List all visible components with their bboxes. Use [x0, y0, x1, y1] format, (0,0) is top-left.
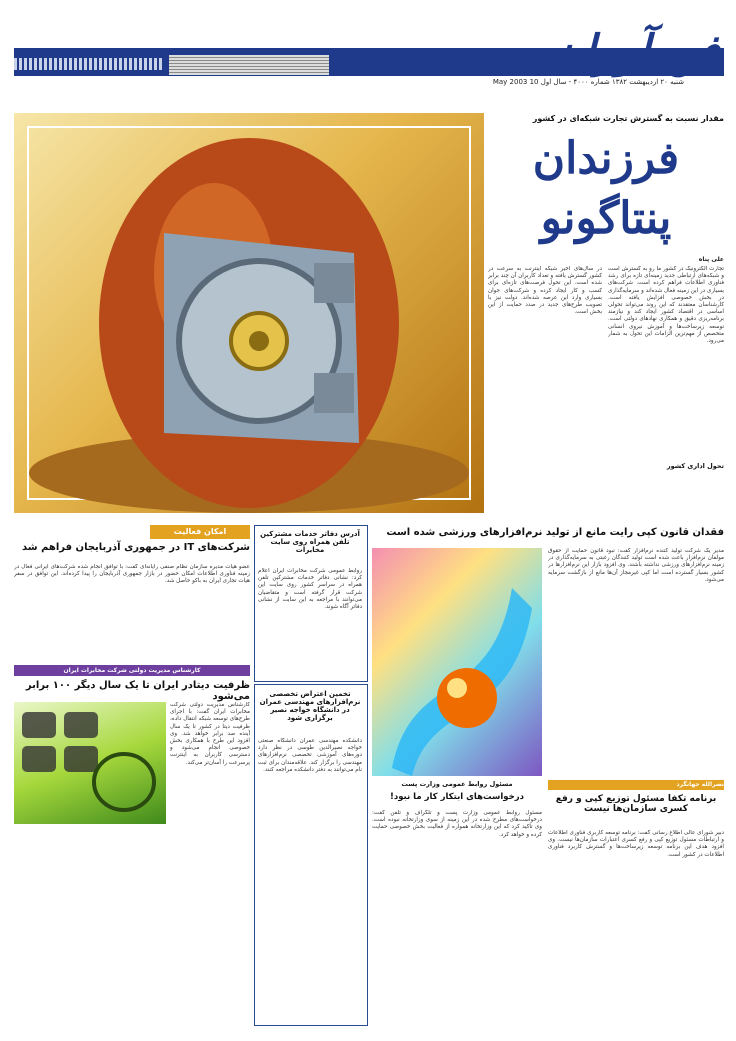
- pr-headline: درخواست‌های ابتکار کار ما نبود!: [389, 792, 524, 802]
- lead-photo: [14, 113, 484, 513]
- sports-photo: [372, 548, 542, 776]
- lead-body: تجارت الکترونیک در کشور ما رو به گسترش است و شبکه‌های ارتباطی جدید زمینه‌ای تازه برای رشد فناوری اطلاعات فراهم کرده است. شرکت‌های بسیاری در این زمینه فعال شده‌اند و سرمایه‌گذاری در بخش خصوصی افزایش یافته است. کارشناسان معتقدند که این روند می‌تواند تحولی اساسی در اقتصاد کشور ایجاد کند و نیازمند برنامه‌ریزی دقیق و همکاری نهادهای دولتی است. توسعه زیرساخت‌ها و آموزش نیروی انسانی متخصص از مهم‌ترین الزامات این تحول به شمار می‌رود.: [608, 266, 724, 345]
- lead-title-line1: فرزندان: [532, 133, 680, 184]
- activity-body: عضو هیات مدیره سازمان نظام صنفی رایانه‌ای گفت: با توافق انجام شده شرکت‌های ایرانی فعال در زمینه فناوری اطلاعات امکان حضور در بازار جمهوری آذربایجان را پیدا کرده‌اند. این توافق در سفر هیات تجاری ایران به باکو حاصل شد.: [14, 564, 250, 585]
- side-box-heading: آدرس دفاتر خدمات مشترکین تلفن همراه روی سایت مخابرات: [260, 530, 360, 554]
- pr-body: مسئول روابط عمومی وزارت پست و تلگراف و تلفن گفت: درخواست‌های مطرح شده در این زمینه از سوی وزارتخانه نبوده است. وی تاکید کرد که این وزارتخانه همواره از فعالیت بخش خصوصی حمایت کرده و خواهد کرد.: [372, 810, 542, 838]
- lead-subhead: تحول اداری کشور: [666, 462, 724, 470]
- program-kicker: نصرالله جهانگرد: [548, 780, 724, 790]
- lead-title-line2: پنتاگونو: [540, 193, 672, 244]
- sports-headline: فقدان قانون کپی رایت مانع از تولید نرم‌افزارهای ورزشی شده است: [386, 527, 724, 538]
- phone-photo: [14, 702, 166, 824]
- sports-body: مدیر یک شرکت تولید کننده نرم‌افزار گفت: نبود قانون حمایت از حقوق مولفان نرم‌افزار باعث شده است تولید کنندگان رغبتی به سرمایه‌گذاری در زمینه نرم‌افزارهای ورزشی نداشته باشند. وی افزود بازار این نرم‌افزارها در کشور بسیار گسترده است اما کپی غیرمجاز آن‌ها مانع از بازگشت سرمایه می‌شود.: [548, 548, 724, 583]
- pr-kicker: مسئول روابط عمومی وزارت پست: [401, 780, 513, 788]
- activity-headline: شرکت‌های IT در جمهوری آذربایجان فراهم شد: [21, 542, 250, 553]
- masthead-stripes: [14, 58, 164, 70]
- program-headline: برنامه تکفا مسئول توزیع کپی و رفع کسری سازمان‌ها نیست: [555, 794, 717, 814]
- masthead: [14, 18, 724, 90]
- capacity-banner: کارشناس مدیریت دولتی شرکت مخابرات ایران: [14, 665, 250, 676]
- masthead-logo: فن آوران: [550, 26, 720, 77]
- lead-kicker: مقدار نسبت به گسترش تجارت شبکه‌ای در کشور: [532, 114, 724, 123]
- stats-headline: تخمین اعتراض تخصصی نرم‌افزارهای مهندسی عمران در دانشگاه خواجه نصیر برگزاری شود: [259, 690, 361, 722]
- masthead-pattern: [169, 55, 329, 75]
- side-box-body: روابط عمومی شرکت مخابرات ایران اعلام کرد: نشانی دفاتر خدمات مشترکین تلفن همراه در سراسر کشور روی سایت این شرکت قرار گرفته است و متقاضیان می‌توانند با مراجعه به این سایت از نشانی دفاتر آگاه شوند.: [258, 568, 362, 611]
- stats-body: دانشکده مهندسی عمران دانشگاه صنعتی خواجه نصیرالدین طوسی در نظر دارد دوره‌های آموزشی تخصصی نرم‌افزارهای مهندسی را برگزار کند. علاقه‌مندان برای ثبت نام می‌توانند به دفتر دانشکده مراجعه کنند.: [258, 738, 362, 773]
- capacity-body: کارشناس مدیریت دولتی شرکت مخابرات ایران گفت: با اجرای طرح‌های توسعه شبکه انتقال داده، ظرفیت دیتا در کشور تا یک سال آینده صد برابر خواهد شد. وی افزود این طرح با همکاری بخش خصوصی انجام می‌شود و دسترسی کاربران به اینترنت پرسرعت را آسان‌تر می‌کند.: [170, 702, 250, 766]
- issue-date: شنبه ۲۰ اردیبهشت ۱۳۸۲ شماره ۴۰۰۰ - سال اول 10 May 2003: [492, 78, 684, 86]
- lead-author: علی پناه: [698, 256, 724, 263]
- activity-banner: امکان فعالیت: [150, 525, 250, 539]
- capacity-headline: ظرفیت دیتادر ایران تا یک سال دیگر ۱۰۰ برابر می‌شود: [25, 680, 250, 702]
- lead-body-col2: در سال‌های اخیر شبکه اینترنت به سرعت در کشور گسترش یافته و تعداد کاربران آن چند برابر شده است. این تحول فرصت‌های تازه‌ای برای کسب و کار ایجاد کرده و شرکت‌های جوان بسیاری وارد این عرصه شده‌اند. دولت نیز با تصویب طرح‌های جدید در صدد حمایت از این بخش است.: [488, 266, 602, 316]
- program-body: دبیر شورای عالی اطلاع رسانی گفت: برنامه توسعه کاربری فناوری اطلاعات و ارتباطات مسئول توزیع کپی و رفع کسری اعتبارات سازمان‌ها نیست. وی افزود هدف این برنامه توسعه زیرساخت‌ها و گسترش کاربرد فناوری اطلاعات در کشور است.: [548, 830, 724, 858]
